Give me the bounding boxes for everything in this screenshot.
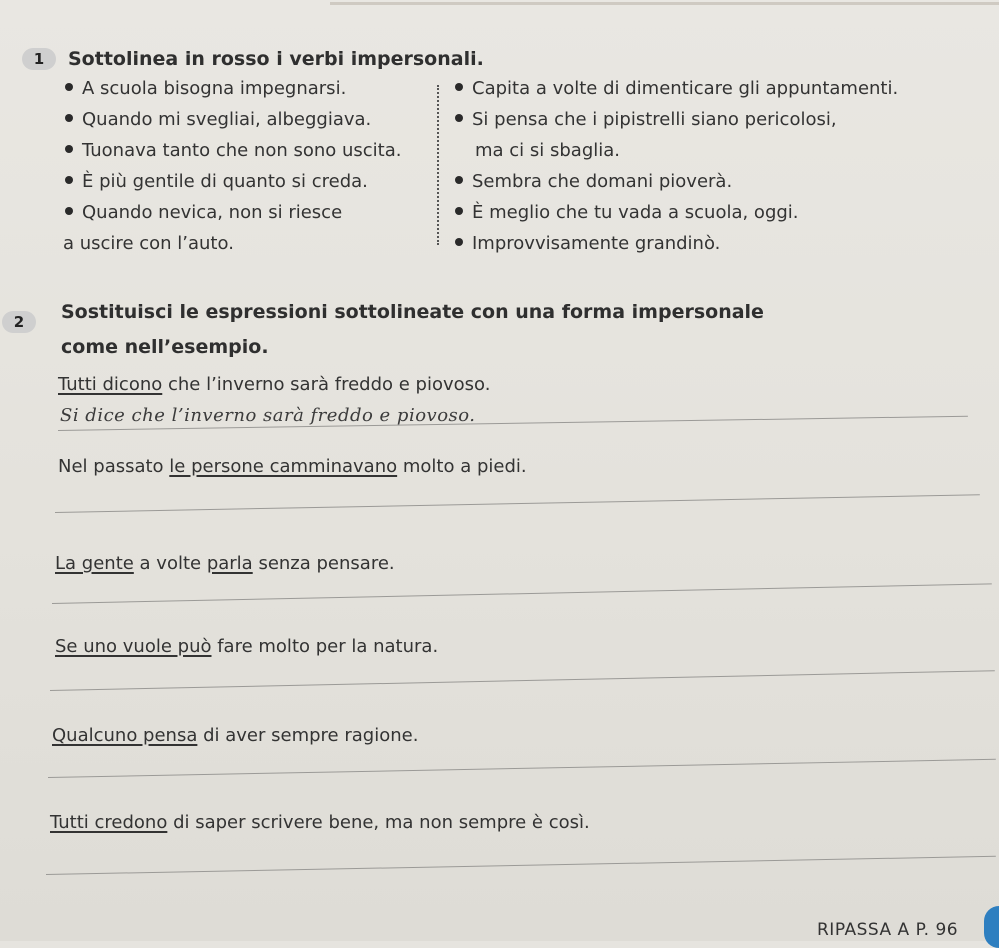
underlined-expression: Tutti credono: [50, 812, 168, 833]
column-divider: [437, 85, 439, 245]
exercise-1-title: Sottolinea in rosso i verbi impersonali.: [68, 48, 484, 70]
exercise-1-left-column: [65, 73, 402, 259]
list-item: Si pensa che i pipistrelli siano pericolosi,: [455, 104, 898, 135]
bullet-icon: [455, 238, 463, 246]
list-item: Sembra che domani pioverà.: [455, 166, 898, 197]
bullet-icon: [455, 176, 463, 184]
exercise-2-title-line1: Sostituisci le espressioni sottolineate con una forma impersonale: [61, 301, 764, 323]
answer-line: [50, 670, 995, 691]
bullet-icon: [65, 114, 73, 122]
exercise-2-number: 2: [2, 311, 36, 333]
exercise-2-sentence: La gente a volte parla senza pensare.: [55, 553, 395, 574]
top-rule: [330, 2, 999, 5]
list-item: Capita a volte di dimenticare gli appuntamenti.: [455, 73, 898, 104]
answer-line: [52, 583, 992, 604]
review-reference: RIPASSA A P. 96: [817, 920, 959, 940]
bullet-icon: [65, 207, 73, 215]
list-item: ma ci si sbaglia.: [475, 140, 621, 161]
answer-line: [55, 494, 980, 513]
list-item: Tuonava tanto che non sono uscita.: [65, 135, 402, 166]
bullet-icon: [65, 145, 73, 153]
exercise-2-sentence: Tutti dicono che l’inverno sarà freddo e piovoso.: [58, 374, 491, 395]
underlined-expression: Tutti dicono: [58, 374, 163, 395]
bullet-icon: [455, 207, 463, 215]
bullet-icon: [65, 176, 73, 184]
underlined-expression: La gente: [55, 553, 134, 574]
exercise-2-sentence: Qualcuno pensa di aver sempre ragione.: [52, 725, 419, 746]
exercise-1-right-column: [455, 73, 898, 259]
underlined-expression: parla: [206, 553, 253, 574]
list-item: È meglio che tu vada a scuola, oggi.: [455, 197, 898, 228]
list-item: a uscire con l’auto.: [63, 233, 234, 254]
exercise-2-sentence: Tutti credono di saper scrivere bene, ma non sempre è così.: [50, 812, 590, 833]
exercise-2-sentence: Nel passato le persone camminavano molto a piedi.: [58, 456, 527, 477]
underlined-expression: Qualcuno pensa: [52, 725, 198, 746]
exercise-1-number: 1: [22, 48, 56, 70]
answer-line: [46, 856, 996, 875]
underlined-expression: le persone camminavano: [169, 456, 398, 477]
list-item: Improvvisamente grandinò.: [455, 228, 898, 259]
page-corner-badge: [984, 906, 999, 948]
list-item: A scuola bisogna impegnarsi.: [65, 73, 402, 104]
exercise-2-sentence: Se uno vuole può fare molto per la natura.: [55, 636, 439, 657]
bullet-icon: [65, 83, 73, 91]
bullet-icon: [455, 83, 463, 91]
answer-line: [48, 759, 996, 778]
list-item: Quando nevica, non si riesce: [65, 197, 402, 228]
example-answer: Si dice che l’inverno sarà freddo e piovoso.: [60, 405, 476, 426]
list-item: È più gentile di quanto si creda.: [65, 166, 402, 197]
bullet-icon: [455, 114, 463, 122]
exercise-2-title-line2: come nell’esempio.: [61, 336, 269, 358]
underlined-expression: Se uno vuole può: [55, 636, 212, 657]
list-item: Quando mi svegliai, albeggiava.: [65, 104, 402, 135]
